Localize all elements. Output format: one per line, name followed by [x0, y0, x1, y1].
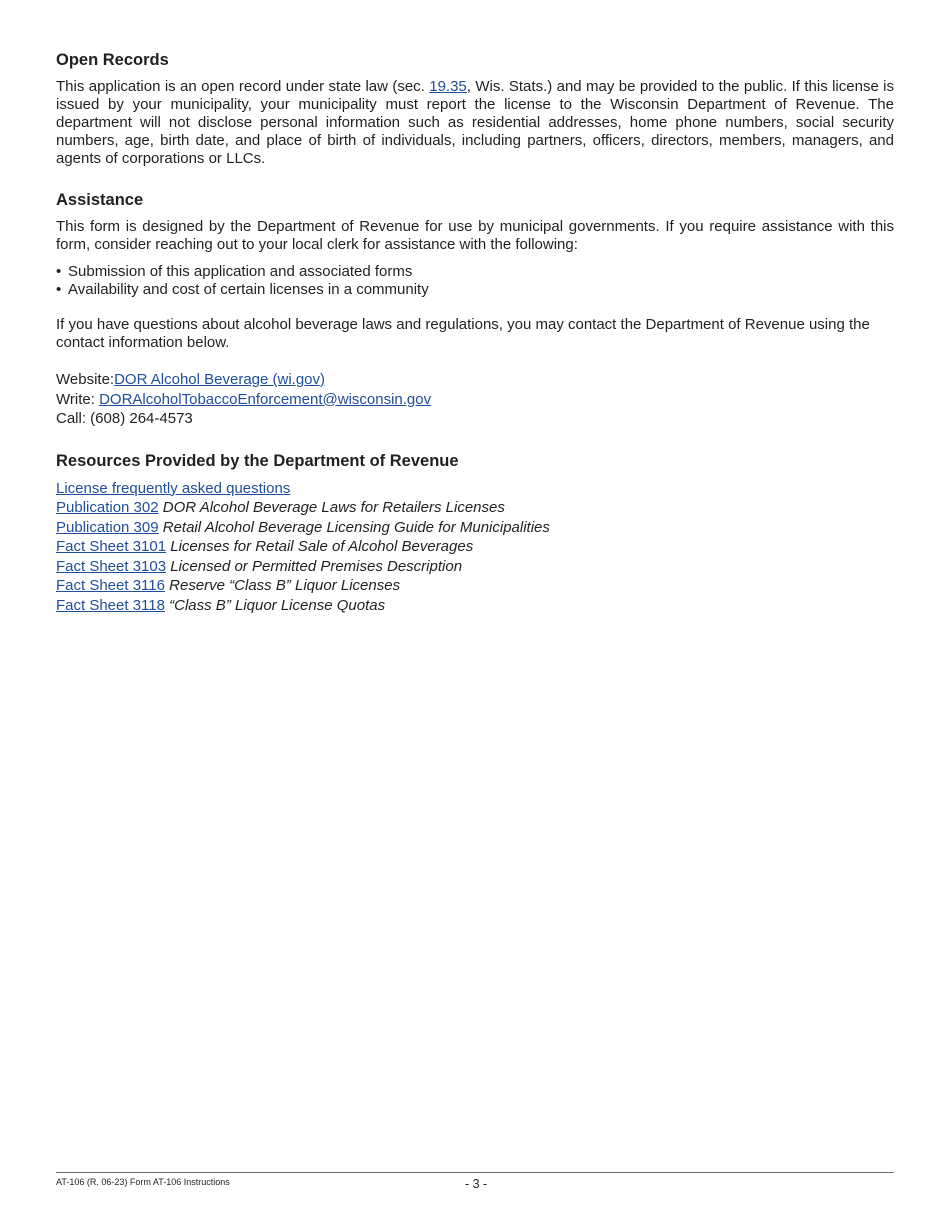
contact-call-line: Call: (608) 264-4573 [56, 410, 193, 427]
fact-sheet-3101-title: Licenses for Retail Sale of Alcohol Beverages [170, 538, 474, 555]
fact-sheet-3103-title: Licensed or Permitted Premises Description [170, 557, 463, 575]
publication-302-title: DOR Alcohol Beverage Laws for Retailers Licenses [162, 499, 505, 516]
fact-sheet-3101-link[interactable]: Fact Sheet 3101 [56, 538, 167, 555]
fact-sheet-3103-link[interactable]: Fact Sheet 3103 [56, 557, 167, 575]
assistance-section [56, 190, 894, 352]
contact-section [56, 370, 894, 429]
list-item [56, 518, 894, 538]
statute-19-35-link[interactable]: 19.35 [429, 78, 467, 95]
publication-309-link[interactable]: Publication 309 [56, 518, 159, 536]
email-link[interactable]: DORAlcoholTobaccoEnforcement@wisconsin.gov [99, 390, 432, 408]
open-records-heading: Open Records [56, 51, 169, 69]
footer-divider [56, 1172, 894, 1173]
website-link[interactable]: DOR Alcohol Beverage (wi.gov) [114, 371, 326, 388]
fact-sheet-3118-link[interactable]: Fact Sheet 3118 [56, 596, 165, 614]
page-number: - 3 - [465, 1177, 488, 1191]
open-records-paragraph [56, 78, 894, 168]
open-records-section [56, 50, 894, 168]
open-records-text-after: , Wis. Stats.) and may be provided to the public. If this license is issued by your municipality, your municipality must report the license to the Wisconsin Department of Revenue. The department will not disclose personal information such as residential addresses, home phone numbers, social security numbers, age, birth date, and place of birth of individuals, including partners, officers, directors, members, managers, and agents of corporations or LLCs. [56, 78, 895, 167]
contact-website-line [56, 370, 894, 390]
list-item [56, 537, 894, 557]
list-item: • Availability and cost of certain licenses in a community [56, 281, 894, 299]
publication-302-link[interactable]: Publication 302 [56, 499, 159, 516]
resources-list [56, 479, 894, 616]
contact-write-line [56, 390, 894, 410]
fact-sheet-3116-link[interactable]: Fact Sheet 3116 [56, 577, 165, 594]
list-item: • Submission of this application and associated forms [56, 263, 894, 281]
publication-309-title: Retail Alcohol Beverage Licensing Guide for Municipalities [162, 518, 550, 536]
write-label: Write: [56, 390, 95, 408]
fact-sheet-3116-title: Reserve “Class B” Liquor Licenses [169, 577, 401, 594]
list-item [56, 479, 894, 499]
fact-sheet-3118-title: “Class B” Liquor License Quotas [169, 596, 386, 614]
resources-heading: Resources Provided by the Department of Revenue [56, 451, 459, 470]
assistance-intro: This form is designed by the Department of Revenue for use by municipal governments. If you require assistance with this form, consider reaching out to your local clerk for assistance with the following: [56, 218, 894, 253]
resources-section [56, 451, 894, 616]
open-records-text-before: This application is an open record under state law (sec. [56, 78, 430, 95]
list-item [56, 557, 894, 577]
footer-form-id: AT-106 (R. 06-23) Form AT-106 Instructions [56, 1177, 230, 1187]
assistance-bullet-list [56, 263, 894, 299]
assistance-questions: If you have questions about alcohol beverage laws and regulations, you may contact the Department of Revenue using the contact information below. [56, 316, 870, 351]
document-page [56, 50, 894, 615]
list-item [56, 498, 894, 518]
faq-link[interactable]: License frequently asked questions [56, 479, 291, 497]
list-item [56, 596, 894, 616]
website-label: Website: [56, 371, 115, 388]
list-item [56, 576, 894, 596]
assistance-heading: Assistance [56, 191, 144, 209]
